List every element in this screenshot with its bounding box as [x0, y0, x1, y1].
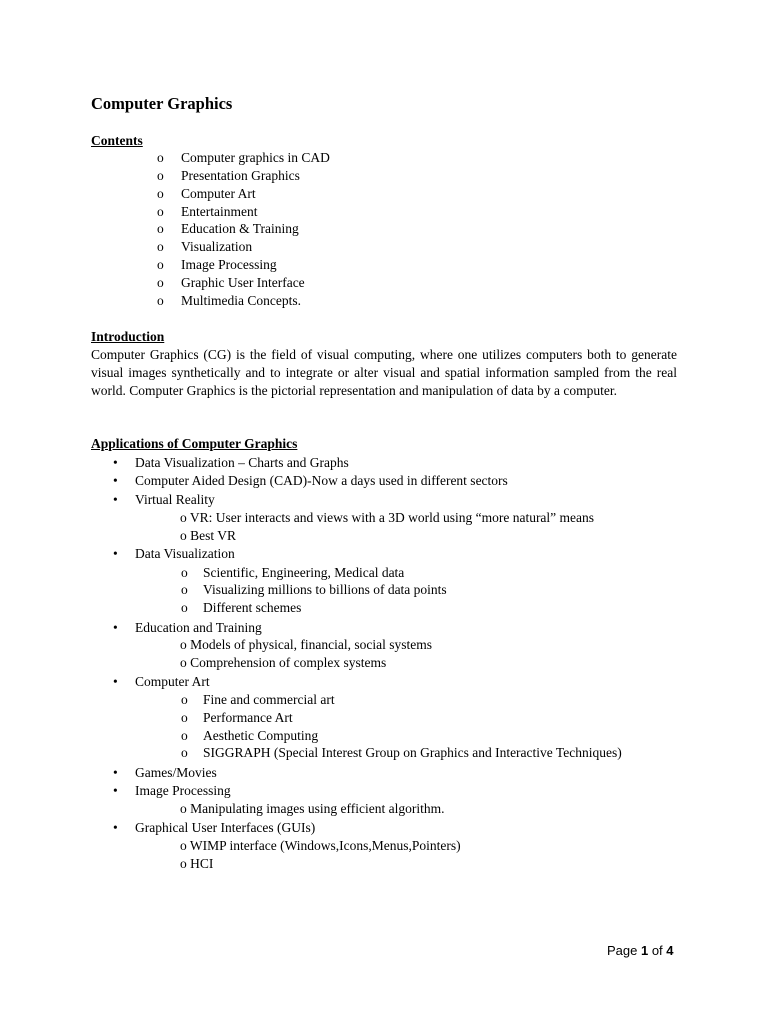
sub-list-item-label: WIMP interface (Windows,Icons,Menus,Pointers) [189, 838, 461, 853]
list-marker: o [180, 801, 187, 816]
list-item-label: Image Processing [135, 783, 231, 798]
sub-list-item-label: Best VR [190, 528, 237, 543]
list-marker: o [180, 838, 187, 853]
contents-item-label: Presentation Graphics [181, 168, 300, 183]
list-marker: o [157, 168, 164, 183]
contents-heading: Contents [91, 133, 143, 148]
list-item-label: Graphical User Interfaces (GUIs) [135, 820, 316, 835]
contents-item [157, 293, 301, 309]
sub-list-item-label: Models of physical, financial, social systems [190, 637, 432, 652]
contents-item [157, 257, 277, 273]
bullet-icon: • [113, 674, 118, 689]
introduction-paragraph: Computer Graphics (CG) is the field of visual computing, where one utilizes computers both to generate visual images synthetically and to integrate or alter visual and spatial information sampled from the real world. Computer Graphics is the pictorial representation and manipulation of data by a computer. [91, 347, 677, 398]
list-item-label: Computer Aided Design (CAD)-Now a days used in different sectors [135, 473, 508, 488]
bullet-icon: • [113, 455, 118, 470]
bullet-icon: • [113, 473, 118, 488]
sub-list-item-label: Manipulating images using efficient algorithm. [190, 801, 445, 816]
bullet-icon: • [113, 620, 118, 635]
sub-list-item [180, 856, 213, 872]
sub-list-item-label: HCI [190, 856, 214, 871]
bullet-icon: • [113, 492, 118, 507]
list-item [113, 820, 316, 836]
list-item-label: Education and Training [135, 620, 262, 635]
list-marker: o [181, 745, 188, 760]
contents-item [157, 186, 256, 202]
list-marker: o [181, 582, 188, 597]
sub-list-item [180, 528, 236, 544]
sub-list-item-label: SIGGRAPH (Special Interest Group on Graphics and Interactive Techniques) [203, 745, 622, 760]
list-marker: o [157, 239, 164, 254]
list-marker: o [157, 150, 164, 165]
contents-item [157, 221, 299, 237]
list-marker: o [181, 692, 188, 707]
total-page-count: 4 [666, 943, 674, 958]
contents-item [157, 204, 258, 220]
list-marker: o [157, 221, 164, 236]
list-item [113, 546, 235, 562]
list-marker: o [180, 655, 187, 670]
contents-item [157, 168, 300, 184]
sub-list-item [180, 801, 444, 817]
list-item-label: Data Visualization [135, 546, 235, 561]
list-item [113, 492, 215, 508]
list-marker: o [181, 710, 188, 725]
list-marker: o [181, 728, 188, 743]
contents-item-label: Visualization [181, 239, 253, 254]
list-marker: o [180, 528, 187, 543]
sub-list-item-label: Aesthetic Computing [203, 728, 319, 743]
page-number: Page 1 of 4 [607, 943, 674, 958]
list-marker: o [181, 600, 188, 615]
sub-list-item [180, 838, 461, 854]
sub-list-item [181, 600, 302, 616]
list-marker: o [157, 257, 164, 272]
sub-list-item [181, 565, 405, 581]
list-marker: o [180, 637, 187, 652]
sub-list-item [180, 655, 386, 671]
sub-list-item-label: Performance Art [203, 710, 293, 725]
contents-item [157, 275, 305, 291]
list-item-label: Games/Movies [135, 765, 217, 780]
bullet-icon: • [113, 820, 118, 835]
document-title: Computer Graphics [91, 94, 233, 113]
contents-item [157, 239, 253, 255]
list-item-label: Data Visualization – Charts and Graphs [135, 455, 349, 470]
contents-item-label: Multimedia Concepts. [181, 293, 301, 308]
list-item [113, 674, 210, 690]
list-item-label: Virtual Reality [135, 492, 215, 507]
list-marker: o [157, 275, 164, 290]
sub-list-item [181, 710, 293, 726]
list-marker: o [157, 186, 164, 201]
list-item-label: Computer Art [135, 674, 210, 689]
bullet-icon: • [113, 783, 118, 798]
sub-list-item [180, 637, 432, 653]
contents-item-label: Graphic User Interface [181, 275, 305, 290]
sub-list-item-label: Scientific, Engineering, Medical data [203, 565, 405, 580]
list-marker: o [157, 293, 164, 308]
list-item [113, 765, 217, 781]
contents-item [157, 150, 330, 166]
list-marker: o [157, 204, 164, 219]
list-item [113, 473, 508, 489]
sub-list-item [181, 692, 335, 708]
list-item [113, 783, 231, 799]
contents-item-label: Image Processing [181, 257, 277, 272]
bullet-icon: • [113, 765, 118, 780]
current-page-number: 1 [640, 943, 649, 958]
contents-item-label: Computer Art [181, 186, 256, 201]
list-marker: o [180, 856, 187, 871]
list-item [113, 455, 349, 471]
sub-list-item [181, 728, 319, 744]
applications-heading: Applications of Computer Graphics [91, 436, 298, 451]
sub-list-item-label: Visualizing millions to billions of data points [203, 582, 447, 597]
sub-list-item [181, 745, 622, 761]
sub-list-item [180, 510, 594, 526]
list-marker: o [180, 510, 187, 525]
list-item [113, 620, 262, 636]
contents-item-label: Computer graphics in CAD [181, 150, 330, 165]
sub-list-item-label: VR: User interacts and views with a 3D world using “more natural” means [189, 510, 595, 525]
sub-list-item-label: Different schemes [203, 600, 302, 615]
sub-list-item-label: Fine and commercial art [203, 692, 335, 707]
list-marker: o [181, 565, 188, 580]
contents-item-label: Education & Training [181, 221, 299, 236]
bullet-icon: • [113, 546, 118, 561]
sub-list-item [181, 582, 447, 598]
contents-item-label: Entertainment [181, 204, 258, 219]
introduction-heading: Introduction [91, 329, 165, 344]
sub-list-item-label: Comprehension of complex systems [190, 655, 387, 670]
